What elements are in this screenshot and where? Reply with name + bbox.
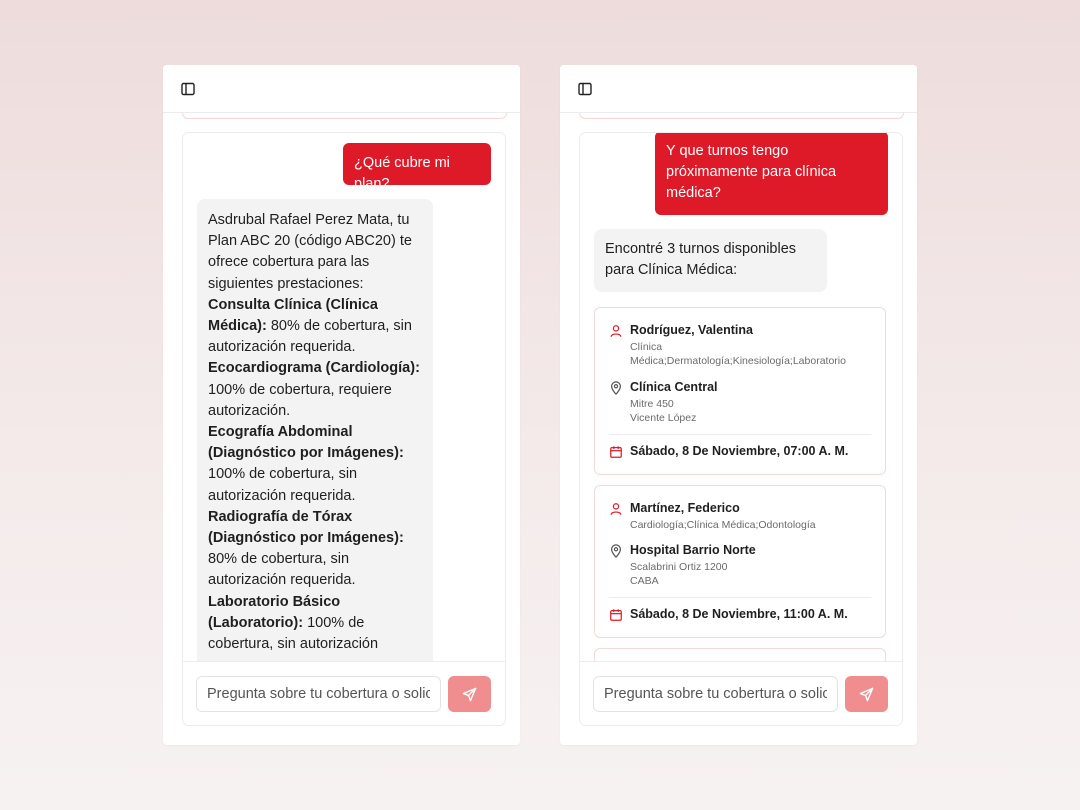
chat-input[interactable] bbox=[593, 676, 838, 712]
doctor-specialties: Cardiología;Clínica Médica;Odontología bbox=[630, 519, 816, 531]
coverage-item bbox=[208, 507, 422, 592]
previous-message-edge bbox=[579, 113, 904, 119]
location-pin-icon bbox=[609, 544, 623, 558]
sidebar-toggle-icon[interactable] bbox=[180, 81, 196, 97]
appointment-date: Sábado, 8 De Noviembre, 11:00 A. M. bbox=[630, 607, 848, 621]
divider bbox=[609, 597, 871, 598]
message-list[interactable] bbox=[580, 133, 902, 661]
message-list[interactable] bbox=[183, 133, 505, 661]
coverage-item bbox=[208, 422, 422, 507]
appointment-doctor bbox=[609, 323, 873, 367]
composer bbox=[580, 661, 902, 725]
user-icon bbox=[609, 502, 623, 516]
coverage-item-name: Radiografía de Tórax (Diagnóstico por Imágenes): bbox=[208, 508, 404, 547]
chat-panel-left bbox=[163, 65, 520, 745]
location-name: Clínica Central bbox=[630, 380, 718, 394]
send-icon bbox=[859, 687, 874, 702]
previous-message-edge bbox=[182, 113, 507, 119]
appointment-location bbox=[609, 543, 873, 587]
coverage-item-detail: 80% de cobertura, sin autorización requerida. bbox=[208, 318, 412, 356]
coverage-item-name: Laboratorio Básico (Laboratorio): bbox=[208, 593, 341, 631]
doctor-specialties: Médica;Dermatología;Kinesiología;Laboratorio bbox=[630, 355, 846, 367]
coverage-item-name: Ecografía Abdominal (Diagnóstico por Imágenes): bbox=[208, 424, 404, 462]
coverage-item bbox=[208, 592, 422, 656]
chat-input[interactable] bbox=[196, 676, 441, 712]
assistant-message bbox=[594, 229, 827, 292]
user-message bbox=[343, 143, 491, 192]
assistant-message-text: Encontré 3 turnos disponibles para Clínica Médica: bbox=[605, 241, 797, 279]
coverage-item bbox=[208, 295, 422, 359]
appointment-card[interactable] bbox=[594, 648, 886, 661]
appointment-card[interactable] bbox=[594, 307, 886, 475]
coverage-item-detail: 80% de cobertura, sin autorización requerida. bbox=[208, 551, 356, 589]
appointment-datetime bbox=[609, 607, 873, 625]
location-address: Mitre 450 bbox=[630, 398, 674, 410]
sidebar-toggle-icon[interactable] bbox=[577, 81, 593, 97]
assistant-intro-text: Asdrubal Rafael Perez Mata, tu Plan ABC 20 (código ABC20) te ofrece cobertura para las siguientes prestaciones: bbox=[208, 212, 412, 292]
chat-panel-right bbox=[560, 65, 917, 745]
appointment-datetime bbox=[609, 444, 873, 462]
doctor-name: Rodríguez, Valentina bbox=[630, 323, 753, 337]
coverage-item-detail: 100% de cobertura, requiere autorización. bbox=[208, 381, 392, 419]
calendar-icon bbox=[609, 608, 623, 622]
panel-header bbox=[560, 65, 917, 113]
coverage-item-name: Ecocardiograma (Cardiología): bbox=[208, 360, 420, 377]
panel-header bbox=[163, 65, 520, 113]
chat-container bbox=[579, 132, 903, 726]
calendar-icon bbox=[609, 445, 623, 459]
location-name: Hospital Barrio Norte bbox=[630, 543, 756, 557]
user-message-text: Y que turnos tengo próximamente para clínica médica? bbox=[666, 143, 837, 201]
coverage-item-detail: 100% de cobertura, sin autorización bbox=[208, 614, 379, 653]
send-button[interactable] bbox=[448, 676, 491, 712]
chat-container bbox=[182, 132, 506, 726]
user-message bbox=[655, 133, 888, 215]
coverage-item-name: Consulta Clínica (Clínica Médica): bbox=[208, 296, 378, 335]
send-button[interactable] bbox=[845, 676, 888, 712]
divider bbox=[609, 434, 871, 435]
assistant-message bbox=[197, 199, 433, 661]
appointment-date: Sábado, 8 De Noviembre, 07:00 A. M. bbox=[630, 444, 849, 458]
send-icon bbox=[462, 687, 477, 702]
location-address: Scalabrini Ortiz 1200 bbox=[630, 561, 728, 573]
location-pin-icon bbox=[609, 381, 623, 395]
coverage-item bbox=[208, 358, 422, 422]
appointment-doctor bbox=[609, 501, 873, 531]
doctor-specialties: Clínica bbox=[630, 341, 663, 353]
coverage-item-detail: 100% de cobertura, sin autorización requerida. bbox=[208, 466, 358, 504]
user-message-text: ¿Qué cubre mi plan? bbox=[354, 155, 450, 192]
location-city: CABA bbox=[630, 575, 659, 587]
appointment-location bbox=[609, 380, 873, 424]
user-icon bbox=[609, 324, 623, 338]
location-city: Vicente López bbox=[630, 412, 697, 424]
composer bbox=[183, 661, 505, 725]
appointment-card[interactable] bbox=[594, 485, 886, 638]
doctor-name: Martínez, Federico bbox=[630, 501, 740, 515]
